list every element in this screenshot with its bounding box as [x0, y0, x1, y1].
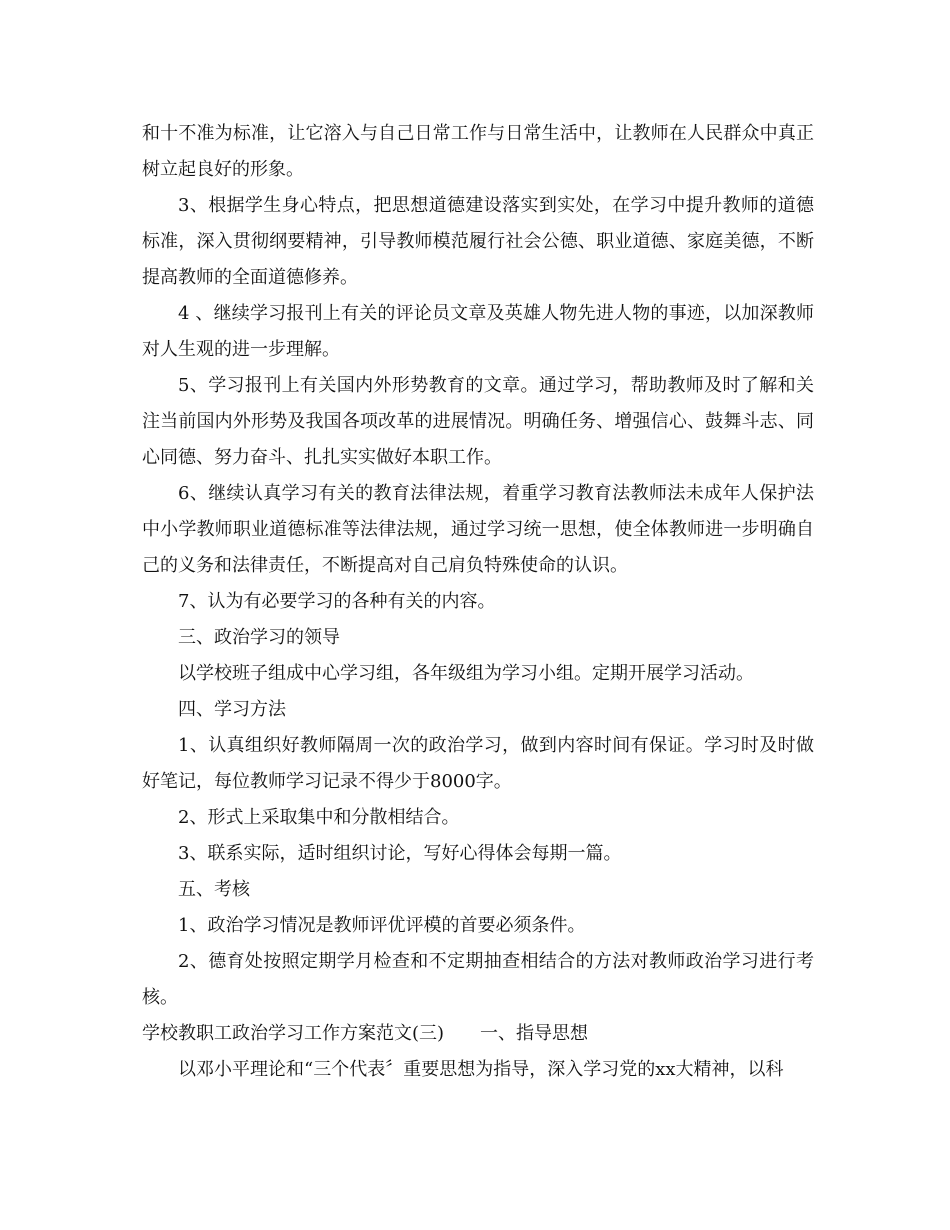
- paragraph: 5、学习报刊上有关国内外形势教育的文章。通过学习，帮助教师及时了解和关注当前国内外形势及我国各项改革的进展情况。明确任务、增强信心、鼓舞斗志、同心同德、努力奋斗、扎扎实实做好本职工作。: [142, 375, 814, 468]
- paragraph: 和十不准为标准，让它溶入与自己日常工作与日常生活中，让教师在人民群众中真正树立起良好的形象。: [142, 123, 814, 180]
- document-body: [142, 116, 814, 1088]
- paragraph: 1、政治学习情况是教师评优评模的首要必须条件。: [178, 915, 586, 936]
- paragraph: 4 、继续学习报刊上有关的评论员文章及英雄人物先进人物的事迹，以加深教师对人生观的进一步理解。: [142, 303, 814, 360]
- section-heading: 五、考核: [178, 879, 250, 900]
- paragraph: 以学校班子组成中心学习组，各年级组为学习小组。定期开展学习活动。: [178, 663, 754, 684]
- paragraph: 3、联系实际，适时组织讨论，写好心得体会每期一篇。: [178, 843, 622, 864]
- document-title-line: [142, 1016, 814, 1052]
- paragraph: 以邓小平理论和“三个代表〞重要思想为指导，深入学习党的xx大精神，以科: [178, 1059, 784, 1080]
- paragraph: 2、形式上采取集中和分散相结合。: [178, 807, 460, 828]
- paragraph: 3、根据学生身心特点，把思想道德建设落实到实处，在学习中提升教师的道德标准，深入贯彻纲要精神，引导教师模范履行社会公德、职业道德、家庭美德，不断提高教师的全面道德修养。: [142, 195, 814, 288]
- section-heading: 一、指导思想: [480, 1023, 589, 1044]
- paragraph: 2、德育处按照定期学月检查和不定期抽查相结合的方法对教师政治学习进行考核。: [142, 951, 814, 1008]
- paragraph: 1、认真组织好教师隔周一次的政治学习，做到内容时间有保证。学习时及时做好笔记，每位教师学习记录不得少于8000字。: [142, 735, 814, 792]
- section-heading: 四、学习方法: [178, 699, 286, 720]
- paragraph: 6、继续认真学习有关的教育法律法规，着重学习教育法教师法未成年人保护法中小学教师职业道德标准等法律法规，通过学习统一思想，使全体教师进一步明确自己的义务和法律责任，不断提高对自己肩负特殊使命的认识。: [142, 483, 814, 576]
- section-heading: 三、政治学习的领导: [178, 627, 340, 648]
- document-title: 学校教职工政治学习工作方案范文(三): [142, 1023, 445, 1044]
- paragraph: 7、认为有必要学习的各种有关的内容。: [178, 591, 496, 612]
